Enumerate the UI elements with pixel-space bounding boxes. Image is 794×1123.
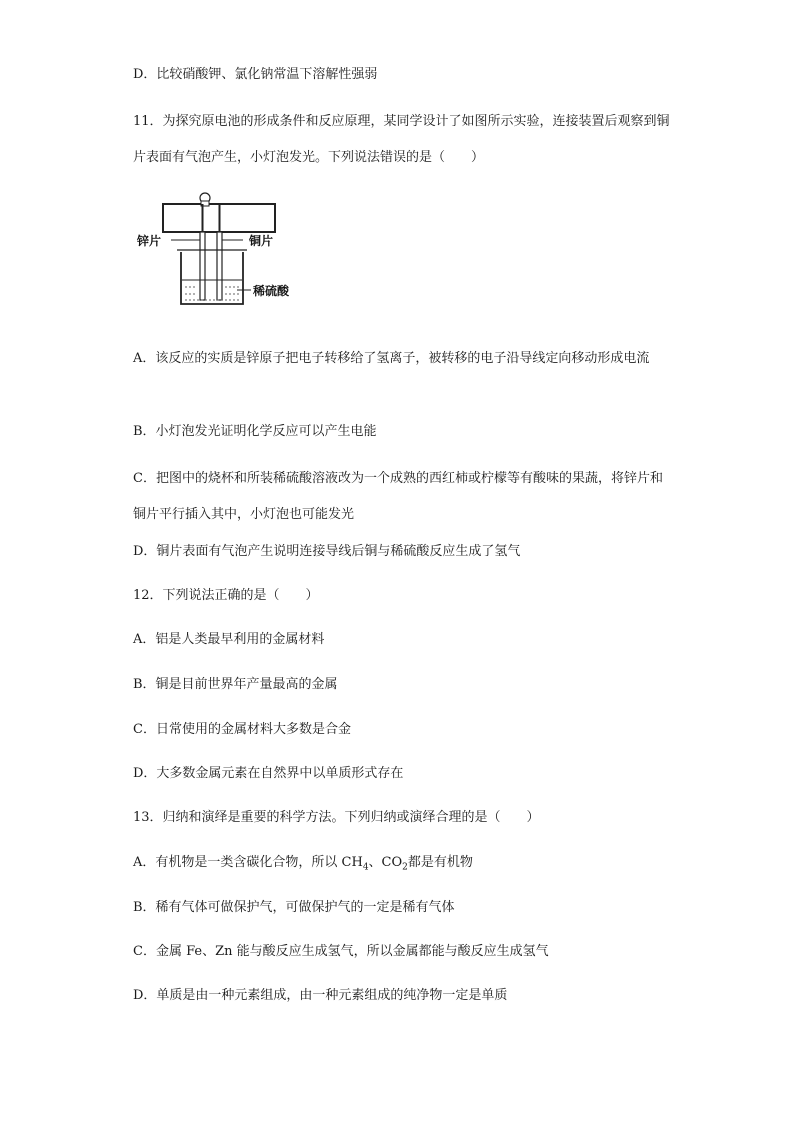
copper-plate [217,232,222,300]
q13-option-b: B．稀有气体可做保护气，可做保护气的一定是稀有气体 [133,900,455,915]
beaker [181,252,243,304]
q13-option-a [133,854,473,877]
q11-option-a: A．该反应的实质是锌原子把电子转移给了氢离子，被转移的电子沿导线定向移动形成电流 [133,351,650,366]
q11-option-d: D．铜片表面有气泡产生说明连接导线后铜与稀硫酸反应生成了氢气 [133,544,521,559]
q12-stem: 12．下列说法正确的是（ ） [133,588,319,603]
q13-stem: 13．归纳和演绎是重要的科学方法。下列归纳或演绎合理的是（ ） [133,810,540,825]
label-acid: 稀硫酸 [253,284,290,298]
q12-option-a: A．铝是人类最早利用的金属材料 [133,632,325,647]
q13-a-sub-1: 4 [362,862,369,873]
galvanic-cell-diagram [133,184,323,314]
q13-a-text-1: A．有机物是一类含碳化合物，所以 CH [133,855,363,870]
q12-option-b: B．铜是目前世界年产量最高的金属 [133,677,338,692]
q11-option-c: C．把图中的烧杯和所装稀硫酸溶液改为一个成熟的西红柿或柠檬等有酸味的果蔬，将锌片和铜片平行插入其中，小灯泡也可能发光 [133,471,663,522]
q11-option-b: B．小灯泡发光证明化学反应可以产生电能 [133,424,377,439]
label-zinc: 锌片 [137,234,162,248]
galvanic-cell-figure [133,184,323,318]
q13-option-d: D．单质是由一种元素组成，由一种元素组成的纯净物一定是单质 [133,988,508,1003]
acid-solution [182,280,242,300]
q12-option-d: D．大多数金属元素在自然界中以单质形式存在 [133,766,404,781]
q11-stem: 11．为探究原电池的形成条件和反应原理，某同学设计了如图所示实验，连接装置后观察到铜片表面有气泡产生，小灯泡发光。下列说法错误的是（ ） [133,114,670,165]
q13-a-sub-2: 2 [402,862,408,873]
q10-option-d: D．比较硝酸钾、氯化钠常温下溶解性强弱 [133,67,378,82]
label-copper: 铜片 [249,234,274,248]
zinc-plate [200,232,205,300]
q12-option-c: C．日常使用的金属材料大多数是合金 [133,722,351,737]
q13-a-text-3: 都是有机物 [407,855,473,870]
q13-option-c: C．金属 Fe、Zn 能与酸反应生成氢气，所以金属都能与酸反应生成氢气 [133,944,549,959]
q13-a-text-2: 、CO [368,855,403,870]
